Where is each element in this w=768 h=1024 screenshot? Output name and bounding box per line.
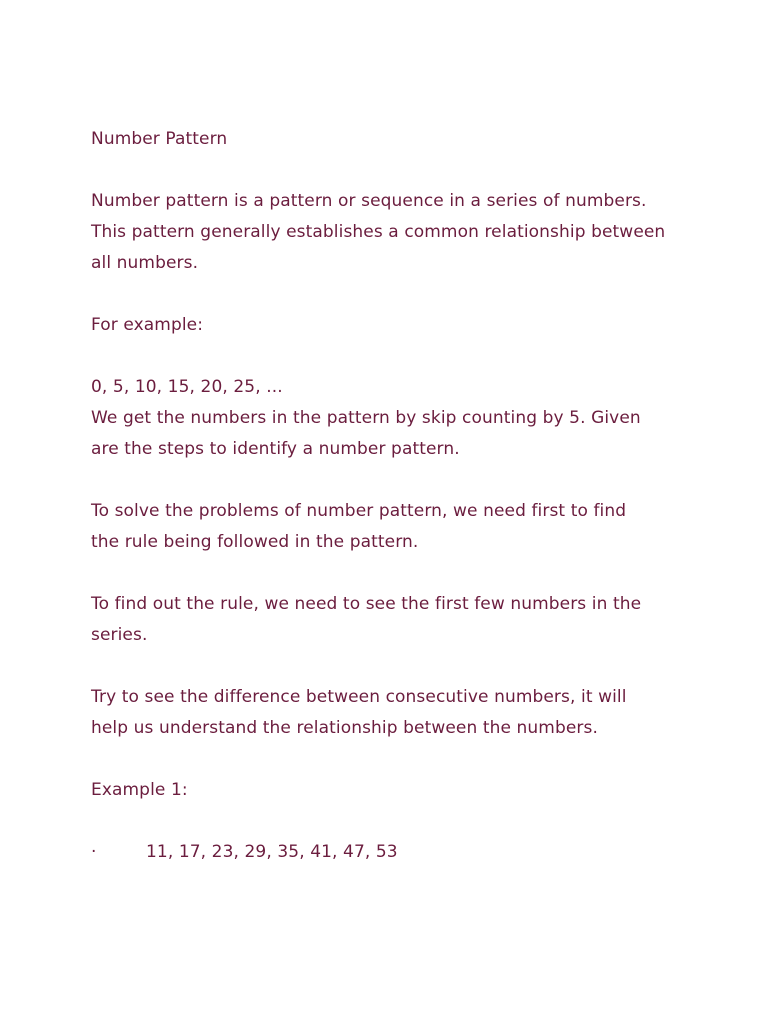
difference-paragraph [91, 682, 731, 744]
intro-paragraph [91, 186, 731, 279]
example-sequence: 0, 5, 10, 15, 20, 25, ... [91, 377, 283, 397]
document-page [91, 124, 731, 868]
solve-line: the rule being followed in the pattern. [91, 532, 419, 552]
intro-line: This pattern generally establishes a common relationship between [91, 222, 666, 242]
intro-line: Number pattern is a pattern or sequence in a series of numbers. [91, 191, 647, 211]
example-paragraph [91, 372, 731, 465]
solve-line: To solve the problems of number pattern, we need first to find [91, 501, 627, 521]
example-line: We get the numbers in the pattern by skip counting by 5. Given [91, 408, 641, 428]
solve-paragraph [91, 496, 731, 558]
bullet-sequence: 11, 17, 23, 29, 35, 41, 47, 53 [146, 842, 398, 862]
example-label: For example: [91, 315, 204, 335]
bullet-icon: · [91, 842, 97, 862]
difference-line: Try to see the difference between consecutive numbers, it will [91, 687, 627, 707]
rule-line: To find out the rule, we need to see the first few numbers in the [91, 594, 642, 614]
bullet-item [91, 837, 731, 868]
difference-line: help us understand the relationship between the numbers. [91, 718, 598, 738]
intro-line: all numbers. [91, 253, 199, 273]
rule-line: series. [91, 625, 148, 645]
rule-paragraph [91, 589, 731, 651]
example-line: are the steps to identify a number pattern. [91, 439, 460, 459]
document-title: Number Pattern [91, 129, 228, 149]
example1-label: Example 1: [91, 780, 188, 800]
